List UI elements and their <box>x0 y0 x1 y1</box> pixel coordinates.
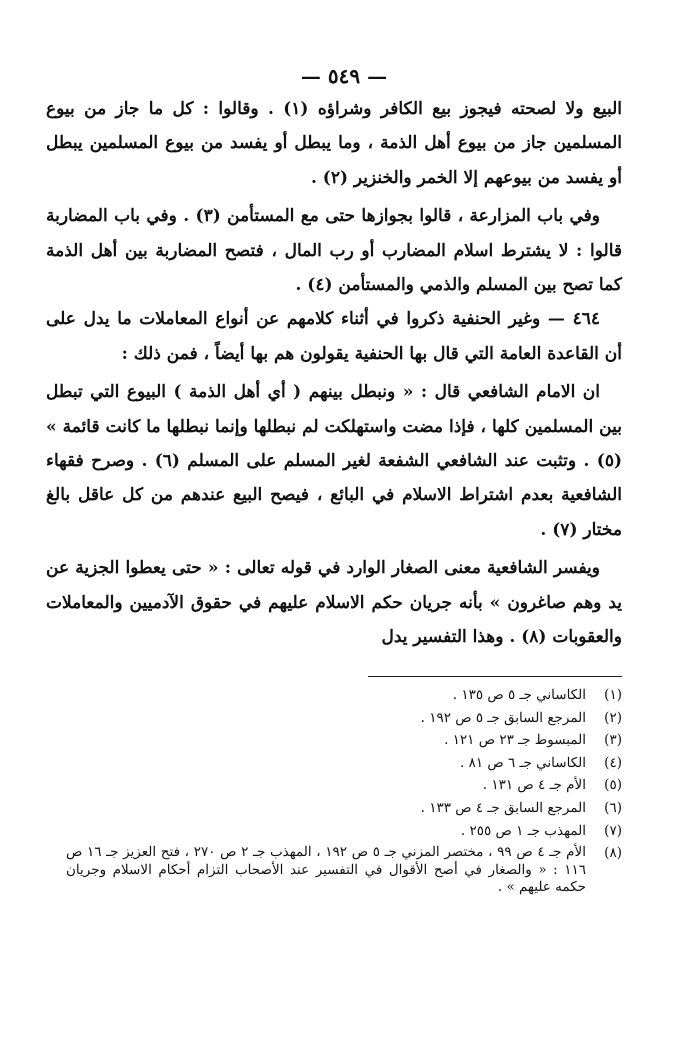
footnote-text: الكاساني جـ ٥ ص ١٣٥ . <box>452 687 586 703</box>
footnote-number: (٦) <box>604 799 622 816</box>
footnote-text: المهذب جـ ١ ص ٢٥٥ . <box>460 822 586 839</box>
footnote-number: (٤) <box>604 754 622 771</box>
footnote-text: المرجع السابق جـ ٤ ص ١٣٣ . <box>420 799 586 816</box>
footnote-number: (٢) <box>604 709 622 726</box>
footnote-7 <box>66 820 622 843</box>
footnote-number: (٣) <box>604 732 622 749</box>
footnotes <box>66 684 622 897</box>
footnote-1 <box>66 684 622 707</box>
footnote-6 <box>66 797 622 820</box>
footnote-4 <box>66 752 622 775</box>
footnote-5 <box>66 774 622 797</box>
paragraph-4: ان الامام الشافعي قال : « ونبطل بينهم ( أي أهل الذمة ) البيوع التي تبطل بين المسلمين كلها ، فإذا مضت واستهلكت لم نبطلها وإنما نبطلها ما كانت قائمة » (٥) . وتثبت عند الشافعي الشفعة لغير المسلم على المسلم (٦) . وصرح فقهاء الشافعية بعدم اشتراط الاسلام في البائع ، فيصح البيع عندهم من كل عاقل بالغ مختار (٧) . <box>46 382 622 540</box>
main-text <box>46 92 622 655</box>
footnote-divider <box>368 676 622 677</box>
paragraph-1: البيع ولا لصحته فيجوز بيع الكافر وشراؤه (١) . وقالوا : كل ما جاز من بيوع المسلمين جاز من بيوع أهل الذمة ، وما يبطل أو يفسد من بيوع المسلمين يبطل أو يفسد من بيوعهم إلا الخمر والخنزير (٢) . <box>46 99 622 188</box>
footnote-text: الأم جـ ٤ ص ٩٩ ، مختصر المزني جـ ٥ ص ١٩٢ ، المهذب جـ ٢ ص ٢٧٠ ، فتح العزيز جـ ١٦ ص ١١٦ : « والصغار في أصح الأقوال في التفسير عند الأصحاب التزام أحكام الاسلام وجريان حكمه عليهم » . <box>66 844 586 896</box>
page-number: — ٥٤٩ — <box>300 64 388 88</box>
paragraph-3: ٤٦٤ — وغير الحنفية ذكروا في أثناء كلامهم عن أنواع المعاملات ما يدل على أن القاعدة العامة التي قال بها الحنفية يقولون هم بها أيضاً ، فمن ذلك : <box>46 309 622 364</box>
paragraph-2: وفي باب المزارعة ، قالوا بجوازها حتى مع المستأمن (٣) . وفي باب المضاربة قالوا : لا يشترط اسلام المضارب أو رب المال ، فتصح المضاربة بين أهل الذمة كما تصح بين المسلم والذمي والمستأمن (٤) . <box>46 206 622 296</box>
footnote-number: (٨) <box>604 845 622 862</box>
footnote-2 <box>66 707 622 730</box>
footnote-3 <box>66 729 622 752</box>
footnote-text: المرجع السابق جـ ٥ ص ١٩٢ . <box>420 709 586 726</box>
footnote-8 <box>66 842 622 897</box>
footnote-number: (٧) <box>604 822 622 839</box>
footnote-number: (١) <box>604 687 622 703</box>
footnote-text: الكاساني جـ ٦ ص ٨١ . <box>459 754 586 771</box>
footnote-text: الأم جـ ٤ ص ١٣١ . <box>482 777 586 794</box>
paragraph-5: ويفسر الشافعية معنى الصغار الوارد في قوله تعالى : « حتى يعطوا الجزية عن يد وهم صاغرون » بأنه جريان حكم الاسلام عليهم في حقوق الآدميين والمعاملات والعقوبات (٨) . وهذا التفسير يدل <box>46 558 622 648</box>
footnote-number: (٥) <box>604 777 622 794</box>
footnote-text: المبسوط جـ ٢٣ ص ١٢١ . <box>444 732 586 749</box>
